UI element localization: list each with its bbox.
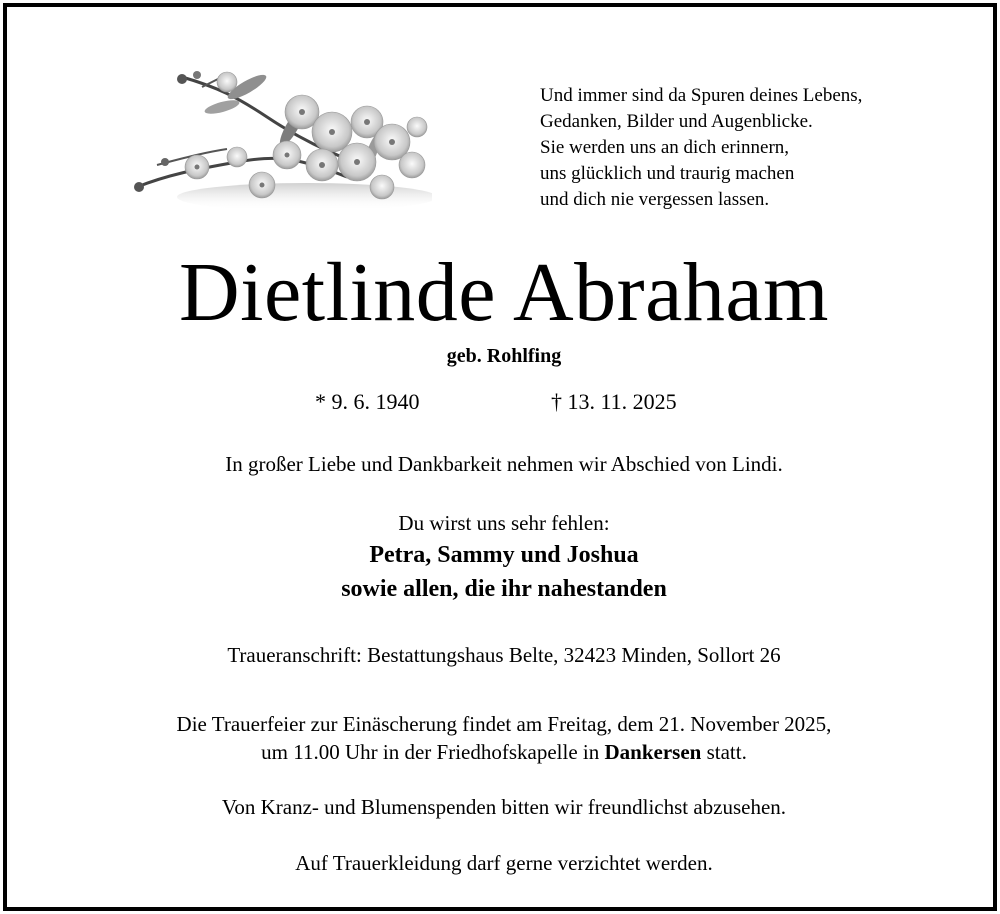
obituary-frame (3, 3, 997, 911)
birth-date: * 9. 6. 1940 (315, 389, 420, 414)
no-flowers-note: Von Kranz- und Blumenspenden bitten wir freundlichst abzusehen. (221, 795, 787, 819)
ceremony-time: um 11.00 Uhr in der Friedhofskapelle in (261, 740, 600, 764)
ceremony-line-2 (7, 738, 1000, 766)
maiden-name: geb. Rohlfing (446, 345, 562, 367)
ceremony-end: statt. (706, 740, 747, 764)
poem-line: Und immer sind da Spuren deines Lebens, (540, 85, 863, 106)
mourners-names: Petra, Sammy und Joshua (369, 542, 639, 568)
poem-line: Sie werden uns an dich erinnern, (540, 137, 790, 158)
ceremony-line-1: Die Trauerfeier zur Einäscherung findet am Freitag, dem 21. November 2025, (176, 712, 832, 736)
farewell-text: In großer Liebe und Dankbarkeit nehmen wir Abschied von Lindi. (225, 452, 783, 476)
ceremony-place: Dankersen (604, 740, 702, 764)
death-date: † 13. 11. 2025 (551, 389, 677, 414)
cherry-blossom-branch-icon (127, 57, 432, 227)
mourners-intro: Du wirst uns sehr fehlen: (398, 511, 610, 535)
mourning-address: Traueranschrift: Bestattungshaus Belte, 32423 Minden, Sollort 26 (227, 643, 781, 667)
poem (540, 83, 862, 213)
poem-line: uns glücklich und traurig machen (540, 163, 795, 184)
deceased-name: Dietlinde Abraham (179, 246, 829, 339)
poem-line: und dich nie vergessen lassen. (540, 189, 770, 210)
poem-line: Gedanken, Bilder und Augenblicke. (540, 111, 813, 132)
mourners-others: sowie allen, die ihr nahestanden (341, 576, 667, 602)
attire-note: Auf Trauerkleidung darf gerne verzichtet werden. (295, 851, 713, 875)
